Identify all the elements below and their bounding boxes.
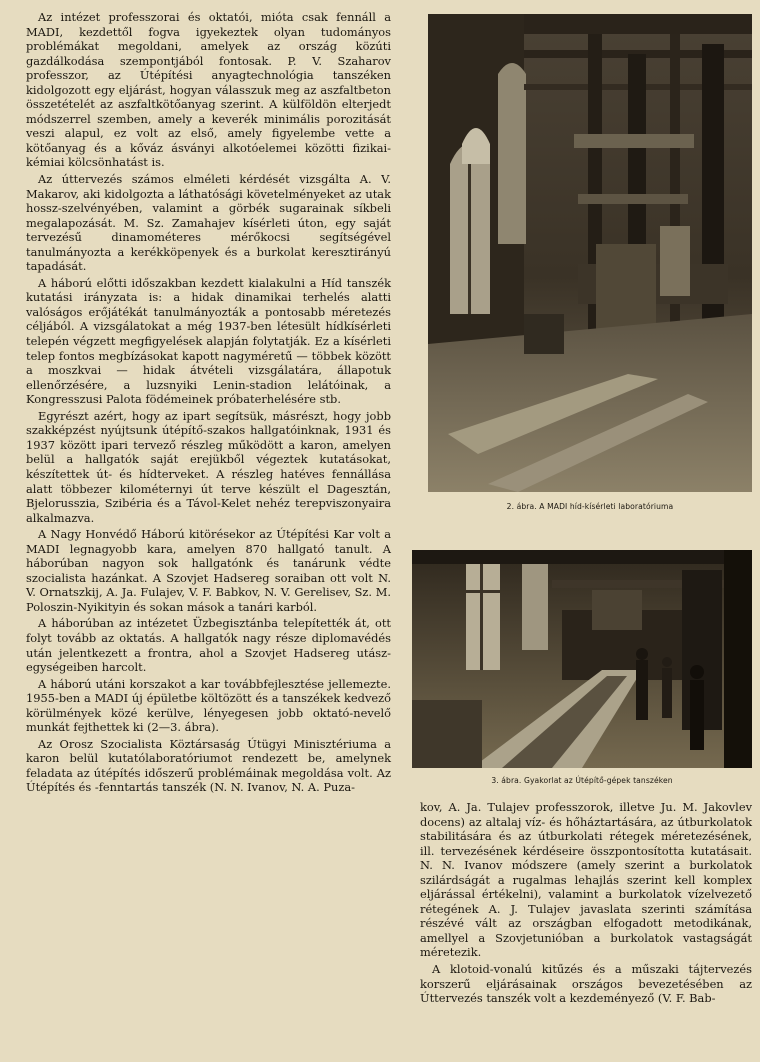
paragraph: A háború utáni korszakot a kar továbbfejlesztése jellemezte. 1955-ben a MADI új épületbe költözött és a tanszékek kedvező körülmények közé kerülve, lényegesen jobb oktató-nevelő munkát fejthettek ki (2—3. ábra). (26, 676, 391, 735)
left-text-column (26, 10, 391, 797)
paragraph: Egyrészt azért, hogy az ipart segítsük, másrészt, hogy jobb szakképzést nyújtsunk útépítő-szakos hallgatóinknak, 1931 és 1937 között ipari tervező részleg működött a karon, amelyen belül a hallgatók saját erejükből végeztek kutatásokat, készítettek út- és hídterveket. A részleg hatéves fennállása alatt többezer kilométernyi út terve készült el Dagesztán, Bjelorusszia, Szibéria és a Távol-Kelet nehéz terepviszonyaira alkalmazva. (26, 408, 391, 525)
paragraph: A klotoid-vonalú kitűzés és a műszaki tájtervezés korszerű eljárásainak országos bevezetésében az Úttervezés tanszék volt a kezdeményező (V. F. Bab- (420, 962, 752, 1006)
bridge-laboratory-photo (428, 14, 752, 492)
paragraph: Az intézet professzorai és oktatói, mióta csak fennáll a MADI, kezdettől fogva igyekeztek olyan tudományos problémákat megoldani, amelyek az ország közúti gazdálkodása szempontjából fontosak. P. V. Szaharov professzor, az Útépítési anyagtechnológia tanszéken kidolgozott egy eljárást, hogyan válasszuk meg az aszfaltbeton összetételét az aszfaltkötőanyag szerint. A külföldön elterjedt módszerrel szemben, amely a keverék minimális porozitását veszi alapul, ez volt az első, amely figyelembe vette a kötőanyag és a kőváz ásványi alkotóelemei közötti fizikai-kémiai kölcsönhatást is. (26, 10, 391, 170)
paragraph: A háború előtti időszakban kezdett kialakulni a Híd tanszék kutatási irányzata is: a hidak dinamikai terhelés alatti valóságos erőjátékát tanulmányozták a pontosabb méretezés céljából. A vizsgálatokat a még 1937-ben létesült hídkísérleti telepén végzett megfigyelések alapján folytatják. Ez a kísérleti telep fontos megbízásokat kapott nagyméretű — többek között a moszkvai — hidak átvételi vizsgálatára, állapotuk ellenőrzésére, a luzsnyiki Lenin-stadion lelátóinak, a Kongresszusi Palota födémeinek próbaterhelésére stb. (26, 275, 391, 407)
road-machine-lab-photo (412, 550, 752, 768)
figure-caption: 3. ábra. Gyakorlat az Útépítő-gépek tanszéken (491, 776, 673, 785)
figure-caption: 2. ábra. A MADI híd-kísérleti laboratóriuma (506, 502, 674, 511)
paragraph: A Nagy Honvédő Háború kitörésekor az Útépítési Kar volt a MADI legnagyobb kara, amelyen 870 hallgató tanult. A háborúban nagyon sok hallgatónk és tanárunk védte szocialista hazánkat. A Szovjet Hadsereg soraiban ott volt N. V. Ornatszkij, A. Ja. Fulajev, V. F. Babkov, N. V. Gerelisev, Sz. M. Poloszin-Nyikityin és sokan mások a tanári karból. (26, 527, 391, 614)
paragraph: kov, A. Ja. Tulajev professzorok, illetve Ju. M. Jakovlev docens) az altalaj víz- és hőháztartására, az útburkolatok stabilitására és az útburkolati rétegek méretezésének, ill. tervezésének kérdéseire összpontosította kutatásait. N. N. Ivanov módszere (amely szerint a burkolatok szilárdságát a rugalmas lehajlás szerint kell komplex eljárással értékelni), valamint a burkolatok vízelvezető rétegének A. J. Tulajev javaslata szerinti számítása részévé vált az országban elfogadott metodikának, amellyel a Szovjetunióban a burkolatok vastagságát méretezik. (420, 800, 752, 960)
paragraph: A háborúban az intézetet Üzbegisztánba telepítették át, ott folyt tovább az oktatás. A hallgatók nagy része diplomavédés után jelentkezett a frontra, ahol a Szovjet Hadsereg utász-egységeiben harcolt. (26, 616, 391, 675)
right-text-column (420, 800, 752, 1008)
paragraph: Az úttervezés számos elméleti kérdését vizsgálta A. V. Makarov, aki kidolgozta a láthatósági követelményeket az utak hossz-szelvényében, valamint a görbék sugarainak síkbeli megalapozását. M. Sz. Zamahajev kísérleti úton, egy saját tervezésű dinamométeres mérőkocsi segítségével tanulmányozta a kerékköpenyek és a burkolat keresztirányú tapadását. (26, 172, 391, 274)
paragraph: Az Orosz Szocialista Köztársaság Útügyi Minisztériuma a karon belül kutatólaboratóriumot rendezett be, amelynek feladata az útépítés időszerű problémáinak megoldása volt. Az Útépítés és -fenntartás tanszék (N. N. Ivanov, N. A. Puza- (26, 736, 391, 795)
